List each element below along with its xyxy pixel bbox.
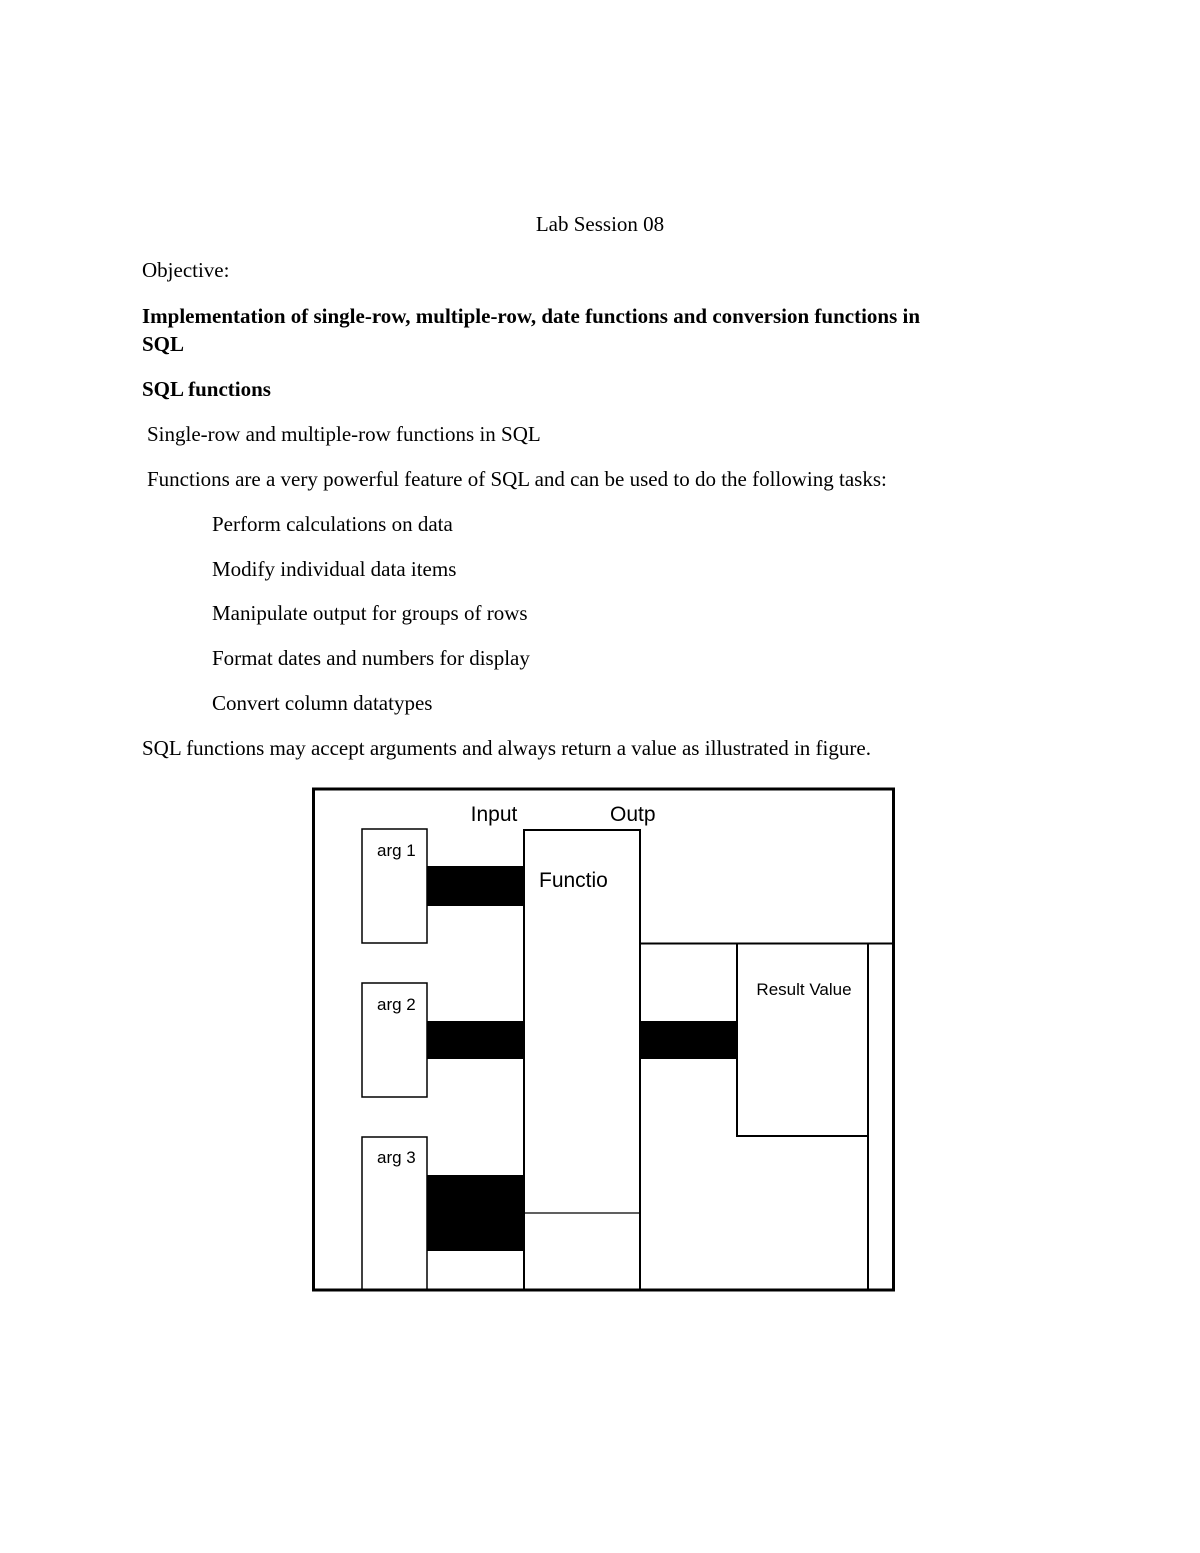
arg2-connector <box>427 1021 524 1059</box>
task-item: Perform calculations on data <box>212 512 453 536</box>
function-label: Functio <box>539 869 608 892</box>
input-label: Input <box>470 803 518 826</box>
objective-text-line1: Implementation of single-row, multiple-row, date functions and conversion functions in <box>142 304 921 328</box>
result-value-box <box>737 943 868 1136</box>
arg2-label: arg 2 <box>377 995 416 1014</box>
task-item: Manipulate output for groups of rows <box>212 601 528 625</box>
closing-paragraph: SQL functions may accept arguments and always return a value as illustrated in figure. <box>142 736 871 760</box>
subheading: Single-row and multiple-row functions in SQL <box>147 422 541 446</box>
output-label: Outp <box>610 803 656 826</box>
arg1-connector <box>427 866 524 906</box>
intro-paragraph: Functions are a very powerful feature of SQL and can be used to do the following tasks: <box>147 467 887 491</box>
page-title: Lab Session 08 <box>535 212 665 236</box>
output-connector <box>640 1021 737 1059</box>
task-item: Convert column datatypes <box>212 691 433 715</box>
task-item: Format dates and numbers for display <box>212 646 530 670</box>
arg3-label: arg 3 <box>377 1148 416 1167</box>
function-box <box>524 830 640 1290</box>
arg1-label: arg 1 <box>377 841 416 860</box>
section-heading: SQL functions <box>142 377 271 401</box>
arg3-connector <box>427 1175 524 1251</box>
objective-text-line2: SQL <box>142 332 185 356</box>
objective-label: Objective: <box>142 258 230 282</box>
result-value-label: Result Value <box>756 980 852 999</box>
task-item: Modify individual data items <box>212 557 457 581</box>
